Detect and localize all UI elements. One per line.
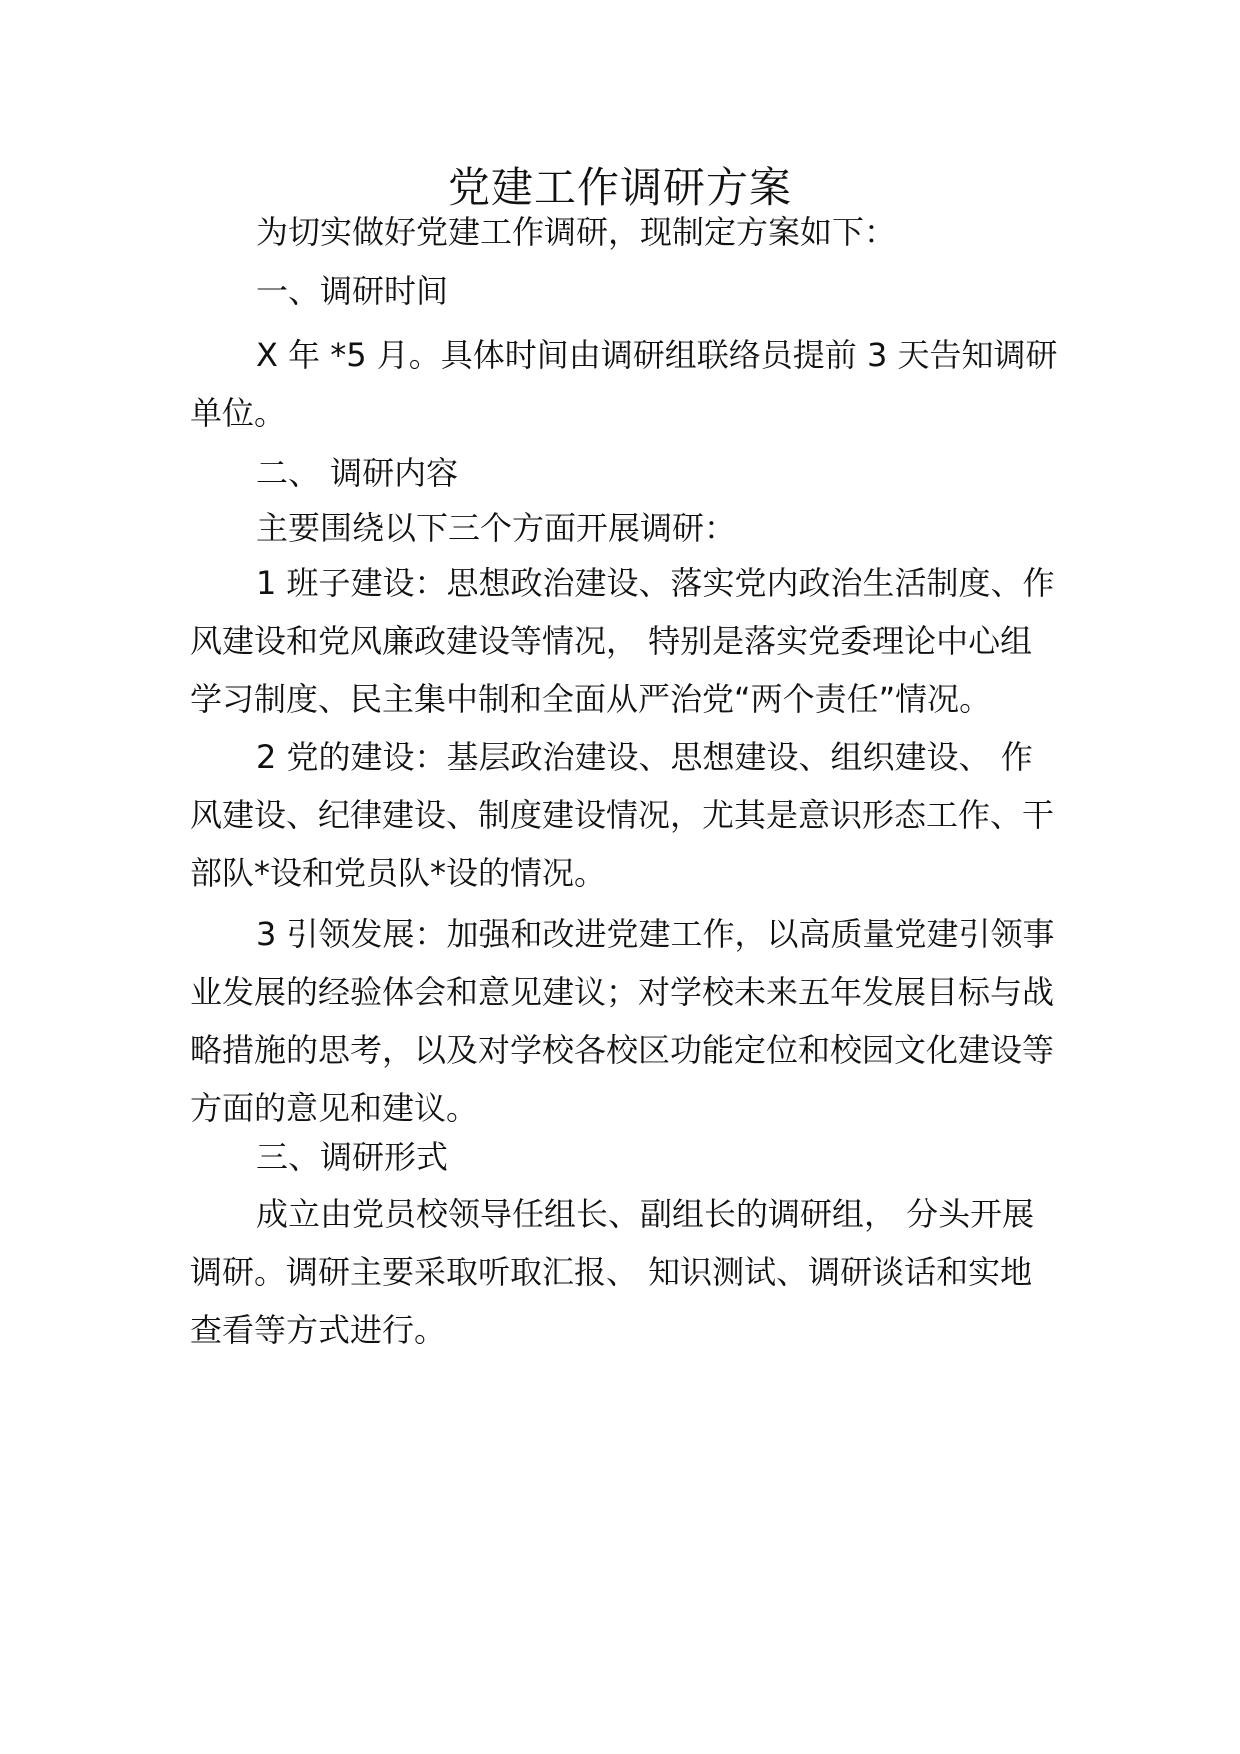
section-2-item-3: 3 引领发展：加强和改进党建工作，以高质量党建引领事业发展的经验体会和意见建议；对学校未来五年发展目标与战略措施的思考，以及对学校各校区功能定位和校园文化建设等方面的意见和建议。 bbox=[190, 915, 1055, 1127]
section-1-body: X 年 *5 月。具体时间由调研组联络员提前 3 天告知调研单位。 bbox=[190, 336, 1058, 432]
section-2-lead: 主要围绕以下三个方面开展调研： bbox=[256, 509, 737, 547]
section-1-heading: 一、调研时间 bbox=[256, 272, 449, 310]
section-2-heading: 二、 调研内容 bbox=[256, 454, 459, 492]
section-2-item-2: 2 党的建设：基层政治建设、思想建设、组织建设、 作风建设、纪律建设、制度建设情况，尤其是意识形态工作、干部队*设和党员队*设的情况。 bbox=[190, 738, 1055, 892]
section-3-body: 成立由党员校领导任组长、副组长的调研组， 分头开展调研。调研主要采取听取汇报、 知识测试、调研谈话和实地查看等方式进行。 bbox=[190, 1195, 1035, 1349]
section-3-heading: 三、调研形式 bbox=[256, 1138, 449, 1176]
section-2-item-1: 1 班子建设：思想政治建设、落实党内政治生活制度、作风建设和党风廉政建设等情况， 特别是落实党委理论中心组学习制度、民主集中制和全面从严治党“两个责任”情况。 bbox=[190, 564, 1055, 718]
document-title: 党建工作调研方案 bbox=[447, 163, 792, 212]
intro-paragraph: 为切实做好党建工作调研，现制定方案如下： bbox=[256, 213, 897, 251]
